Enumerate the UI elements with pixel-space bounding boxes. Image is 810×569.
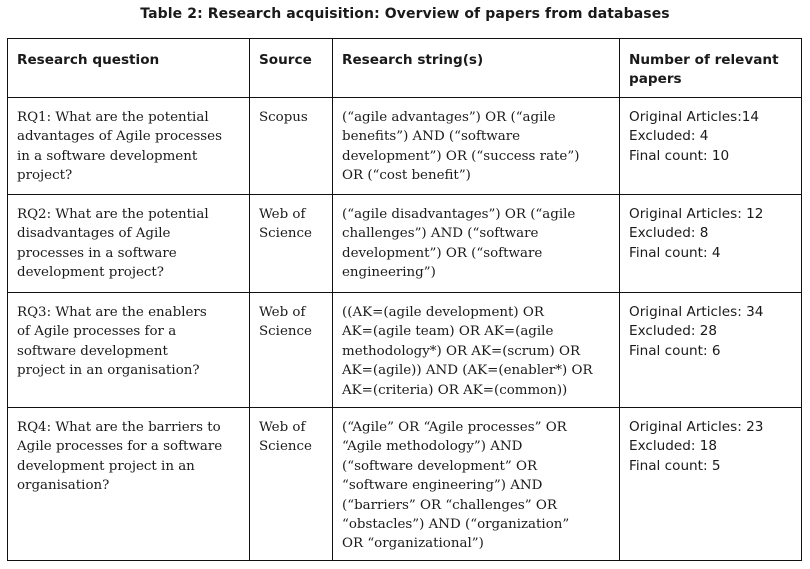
final-count: Final count: 6 <box>629 342 721 359</box>
original-articles-count: Original Articles: 12 <box>629 206 764 222</box>
text-line: organisation? <box>17 478 110 494</box>
research-strings-cell <box>333 293 620 408</box>
text-line: engineering”) <box>342 265 436 281</box>
text-line: advantages of Agile processes <box>17 129 222 145</box>
table-row <box>8 195 802 293</box>
final-count: Final count: 5 <box>629 457 721 474</box>
text-line: disadvantages of Agile <box>17 226 171 242</box>
text-line: software development <box>17 343 168 359</box>
research-question-cell <box>8 293 250 408</box>
original-articles-count: Original Articles: 23 <box>629 419 764 435</box>
text-line: Web of <box>259 207 306 222</box>
text-line: “obstacles”) AND (“organization” <box>342 517 570 533</box>
text-line: ((AK=(agile development) OR <box>342 305 544 320</box>
research-question-cell <box>8 195 250 293</box>
text-line: (“agile disadvantages”) OR (“agile <box>342 207 576 222</box>
text-line: (“agile advantages”) OR (“agile <box>342 110 556 125</box>
text-line: RQ2: What are the potential <box>17 207 209 222</box>
text-line: Science <box>259 226 312 242</box>
text-line: Scopus <box>259 110 308 125</box>
text-line: RQ3: What are the enablers <box>17 305 207 320</box>
text-line: methodology*) OR AK=(scrum) OR <box>342 343 581 359</box>
header-research-question: Research question <box>8 39 250 98</box>
text-line: “Agile methodology”) AND <box>342 439 523 455</box>
source-cell <box>250 195 333 293</box>
text-line: AK=(agile team) OR AK=(agile <box>342 324 554 340</box>
text-line: challenges”) AND (“software <box>342 226 539 242</box>
research-acquisition-table <box>7 38 802 561</box>
research-strings-cell <box>333 98 620 195</box>
excluded-count: Excluded: 8 <box>629 225 709 242</box>
text-line: (“barriers” OR “challenges” OR <box>342 497 557 513</box>
text-line: Science <box>259 324 312 340</box>
header-research-strings: Research string(s) <box>333 39 620 98</box>
text-line: (“software development” OR <box>342 458 538 474</box>
text-line: project? <box>17 168 73 184</box>
text-line: Science <box>259 439 312 455</box>
text-line: development”) OR (“software <box>342 245 543 261</box>
excluded-count: Excluded: 18 <box>629 438 718 455</box>
paper-counts-cell <box>620 195 802 293</box>
source-cell <box>250 293 333 408</box>
text-line: AK=(criteria) OR AK=(common)) <box>342 382 568 398</box>
excluded-count: Excluded: 4 <box>629 128 709 145</box>
table-row <box>8 408 802 561</box>
text-line: development project in an <box>17 458 195 474</box>
final-count: Final count: 4 <box>629 244 721 261</box>
text-line: RQ4: What are the barriers to <box>17 420 221 435</box>
text-line: OR (“cost benefit”) <box>342 168 471 184</box>
header-source: Source <box>250 39 333 98</box>
excluded-count: Excluded: 28 <box>629 323 718 340</box>
text-line: benefits”) AND (“software <box>342 129 521 145</box>
final-count: Final count: 10 <box>629 147 730 164</box>
paper-counts-cell <box>620 293 802 408</box>
text-line: “software engineering”) AND <box>342 478 543 494</box>
research-question-cell <box>8 98 250 195</box>
text-line: processes in a software <box>17 245 177 261</box>
source-cell <box>250 98 333 195</box>
original-articles-count: Original Articles: 34 <box>629 304 764 320</box>
research-strings-cell <box>333 195 620 293</box>
text-line: Web of <box>259 305 306 320</box>
paper-counts-cell <box>620 408 802 561</box>
text-line: project in an organisation? <box>17 363 200 379</box>
text-line: Agile processes for a software <box>17 439 223 455</box>
research-question-cell <box>8 408 250 561</box>
header-number-of-relevant-papers: Number of relevant papers <box>620 39 802 98</box>
research-strings-cell <box>333 408 620 561</box>
text-line: (“Agile” OR “Agile processes” OR <box>342 420 567 435</box>
table-caption: Table 2: Research acquisition: Overview of papers from databases <box>140 6 670 22</box>
text-line: Web of <box>259 420 306 435</box>
text-line: RQ1: What are the potential <box>17 110 209 125</box>
table-row <box>8 98 802 195</box>
text-line: AK=(agile)) AND (AK=(enabler*) OR <box>342 363 593 379</box>
text-line: OR “organizational”) <box>342 536 484 552</box>
header-row <box>8 39 802 98</box>
original-articles-count: Original Articles:14 <box>629 109 760 125</box>
text-line: of Agile processes for a <box>17 324 177 340</box>
text-line: development project? <box>17 265 164 281</box>
text-line: in a software development <box>17 148 198 164</box>
paper-counts-cell <box>620 98 802 195</box>
source-cell <box>250 408 333 561</box>
table-row <box>8 293 802 408</box>
text-line: development”) OR (“success rate”) <box>342 148 580 164</box>
